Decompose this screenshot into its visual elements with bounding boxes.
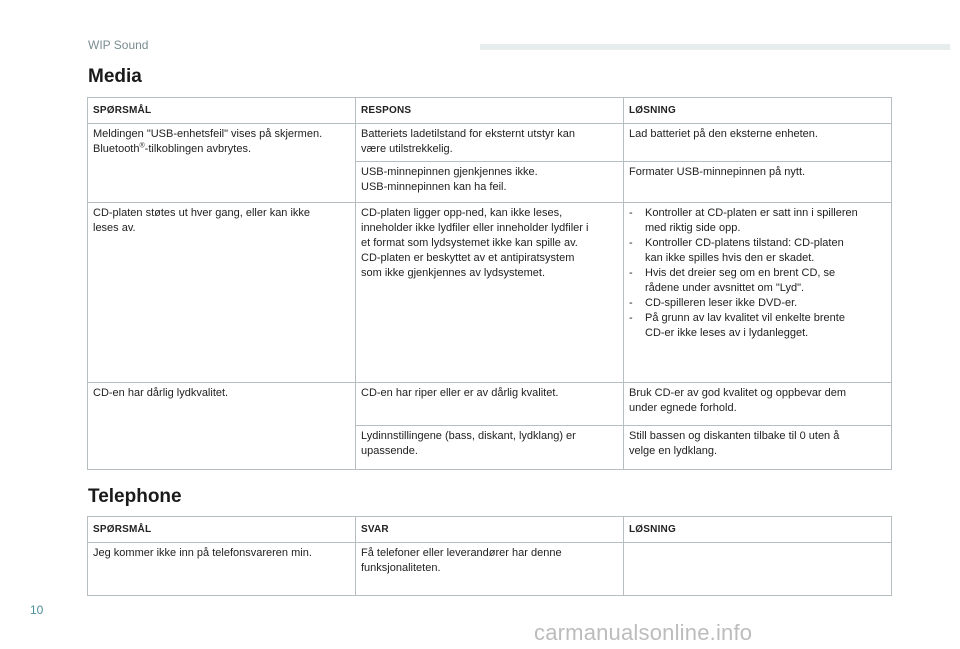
telephone-table (87, 516, 892, 596)
table-cell-question: CD-platen støtes ut hver gang, eller kan ikke leses av. (88, 203, 356, 383)
media-table (87, 97, 892, 470)
table-cell-response: Batteriets ladetilstand for eksternt utstyr kan være utilstrekkelig. (356, 124, 624, 162)
question-line: Meldingen "USB-enhetsfeil" vises på skjermen. (93, 128, 323, 140)
media-header-solution: LØSNING (624, 98, 892, 124)
table-cell-solution (624, 543, 892, 596)
solution-list (629, 206, 885, 341)
list-item: - På grunn av lav kvalitet vil enkelte brente CD-er ikke leses av i lydanlegget. (629, 311, 885, 341)
table-cell-response: CD-platen ligger opp-ned, kan ikke leses, inneholder ikke lydfiler eller inneholder lydfiler i et format som lydsystemet ikke kan spille av. CD-platen er beskyttet av et antipiratsystem som ikke gjenkjennes av lydsystemet. (356, 203, 624, 383)
table-cell-response: CD-en har riper eller er av dårlig kvalitet. (356, 383, 624, 426)
question-line: Bluetooth®-tilkoblingen avbrytes. (93, 142, 252, 155)
table-cell-solution: Lad batteriet på den eksterne enheten. (624, 124, 892, 162)
telephone-header-question: SPØRSMÅL (88, 517, 356, 543)
page-number: 10 (30, 603, 44, 617)
table-cell-question: CD-en har dårlig lydkvalitet. (88, 383, 356, 470)
table-cell-question (88, 124, 356, 203)
list-item: - Kontroller CD-platens tilstand: CD-platen kan ikke spilles hvis den er skadet. (629, 236, 885, 266)
telephone-header-response: SVAR (356, 517, 624, 543)
table-cell-response: USB-minnepinnen gjenkjennes ikke. USB-minnepinnen kan ha feil. (356, 162, 624, 203)
header-decorative-bar (480, 44, 950, 50)
table-cell-solution: Formater USB-minnepinnen på nytt. (624, 162, 892, 203)
media-header-question: SPØRSMÅL (88, 98, 356, 124)
list-item: - Kontroller at CD-platen er satt inn i spilleren med riktig side opp. (629, 206, 885, 236)
section-header-label: WIP Sound (88, 38, 149, 52)
table-cell-solution: Bruk CD-er av god kvalitet og oppbevar dem under egnede forhold. (624, 383, 892, 426)
table-cell-solution (624, 203, 892, 383)
table-cell-response: Lydinnstillingene (bass, diskant, lydklang) er upassende. (356, 426, 624, 470)
table-cell-question: Jeg kommer ikke inn på telefonsvareren min. (88, 543, 356, 596)
telephone-section-title: Telephone (88, 486, 182, 507)
list-item: - CD-spilleren leser ikke DVD-er. (629, 296, 885, 311)
media-header-response: RESPONS (356, 98, 624, 124)
telephone-header-solution: LØSNING (624, 517, 892, 543)
watermark: carmanualsonline.info (534, 620, 753, 645)
table-cell-response: Få telefoner eller leverandører har denne funksjonaliteten. (356, 543, 624, 596)
media-section-title: Media (88, 66, 142, 87)
list-item: - Hvis det dreier seg om en brent CD, se rådene under avsnittet om "Lyd". (629, 266, 885, 296)
table-cell-solution: Still bassen og diskanten tilbake til 0 uten å velge en lydklang. (624, 426, 892, 470)
